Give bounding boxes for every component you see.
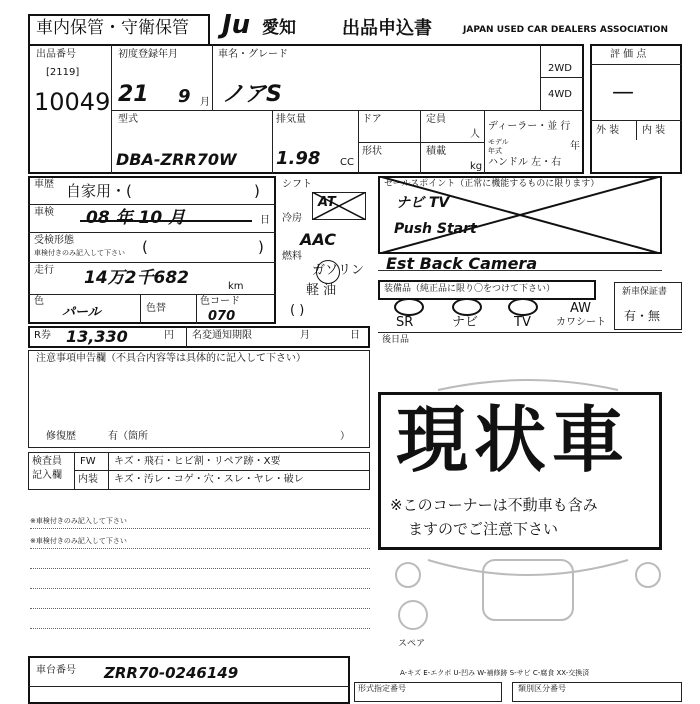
shift-label: シフト xyxy=(282,179,312,190)
model-label: 車名・グレード xyxy=(218,49,288,60)
drive-4wd: 4WD xyxy=(548,89,572,100)
car-diagram xyxy=(378,350,678,640)
receipt-label: 受検形態 xyxy=(34,235,74,246)
person-unit: 人 xyxy=(470,129,480,140)
repair-label: 修復歴 xyxy=(46,431,76,442)
color-value: パール xyxy=(62,305,101,320)
stamp-note-2: ますのでご注意下さい xyxy=(408,520,559,538)
warranty-label: 新車保証書 xyxy=(622,287,668,297)
stamp-note-1: ※このコーナーは不動車も含み xyxy=(390,496,598,514)
selling-point-1: ナビ TV xyxy=(396,195,450,211)
warranty-value: 有・無 xyxy=(624,309,661,323)
kg-unit: kg xyxy=(470,161,483,172)
model-value: ノアS xyxy=(222,82,282,107)
ac-value: AAC xyxy=(300,230,337,249)
cc-unit: CC xyxy=(340,157,354,168)
chassis-value: ZRR70-0246149 xyxy=(104,664,239,682)
mileage-label: 走行 xyxy=(34,265,54,276)
color-label: 色 xyxy=(34,296,44,307)
logo-city: 愛知 xyxy=(262,18,296,38)
fw-label: FW xyxy=(80,456,96,467)
notes-label: 注意事項申告欄（不具合内容等は具体的に記入して下さい） xyxy=(36,353,306,364)
form-title: 出品申込書 xyxy=(342,18,432,39)
insp-note-2: ※車検付きのみ記入して下さい xyxy=(30,537,127,545)
category-close: ) xyxy=(254,182,260,200)
day-label: 日 xyxy=(350,330,360,341)
equip-navi: ナビ xyxy=(452,315,479,330)
dealer-label: ディーラー・並 行 xyxy=(488,121,571,132)
km-unit: km xyxy=(228,281,244,292)
load-label: 積載 xyxy=(426,146,446,157)
lot-label: 出品番号 xyxy=(36,49,76,60)
yen-unit: 円 xyxy=(164,330,174,341)
door-label: ドア xyxy=(362,114,382,125)
notes-box xyxy=(28,350,370,448)
reg-month-unit: 月 xyxy=(200,97,210,108)
interior-label: 内 装 xyxy=(642,125,666,136)
inspection-suffix: 日 xyxy=(260,215,270,226)
name-change-label: 名変通知期限 xyxy=(192,330,252,341)
equip-tv: TV xyxy=(514,315,531,330)
lot-bracket: [2119] xyxy=(46,67,80,78)
inspection-value: 08 年 10 月 xyxy=(86,208,186,228)
chassis-label: 車台番号 xyxy=(36,665,76,676)
spare-label: スペア xyxy=(398,639,426,649)
shape-label: 形状 xyxy=(362,146,382,157)
spec-label: 形式指定番号 xyxy=(358,684,406,693)
receipt-open: ( xyxy=(142,238,148,256)
displacement-value: 1.98 xyxy=(276,148,321,169)
equip-aw: AW xyxy=(570,301,592,316)
selling-point-2: Push Start xyxy=(394,221,477,237)
receipt-close: ) xyxy=(258,238,264,256)
rating-value: — xyxy=(612,80,634,105)
selling-points-label: セールスポイント（正常に機能するものに限ります） xyxy=(384,179,600,189)
handle-label: ハンドル 左・右 xyxy=(488,157,562,168)
type-label: 型式 xyxy=(118,114,138,125)
equip-sr: SR xyxy=(396,315,414,330)
fuel-label: 燃料 xyxy=(282,251,302,262)
model-year-label: モデル 年式 xyxy=(488,138,509,155)
mileage-value: 14万2千682 xyxy=(84,268,189,288)
fuel-gasoline: ガソリン xyxy=(312,263,365,278)
association-name: JAPAN USED CAR DEALERS ASSOCIATION xyxy=(463,25,668,35)
reg-year: 21 xyxy=(118,82,149,107)
navi-circle xyxy=(452,298,482,316)
exterior-label: 外 装 xyxy=(596,125,620,136)
equip-aw-sub: カワシート xyxy=(556,317,606,328)
interior-insp-label: 内装 xyxy=(78,474,98,485)
stamp-text: 現状車 xyxy=(396,398,631,482)
category-label: 車歴 xyxy=(34,179,54,190)
color-code-label: 色コード xyxy=(200,296,240,307)
legend: A-キズ E-エクボ U-凹み W-補修跡 S-サビ C-腐食 XX-交換済 xyxy=(400,669,590,677)
class-label: 類別区分番号 xyxy=(518,684,566,693)
repair-close: ） xyxy=(340,431,350,442)
recycle-label: R券 xyxy=(34,330,51,341)
category-value: 自家用・( xyxy=(66,182,132,200)
ac-label: 冷房 xyxy=(282,213,302,224)
month-label: 月 xyxy=(300,330,310,341)
type-value: DBA-ZRR70W xyxy=(116,150,237,169)
reg-label: 初度登録年月 xyxy=(118,49,178,60)
fuel-diesel: 軽 油 xyxy=(306,283,337,298)
fuel-paren: ( ) xyxy=(290,303,305,318)
fuel-circle xyxy=(316,260,340,284)
repaint-label: 色替 xyxy=(146,303,166,314)
displacement-label: 排気量 xyxy=(276,114,306,125)
capacity-label: 定員 xyxy=(426,114,446,125)
rating-label: 評 価 点 xyxy=(610,49,647,60)
storage-label: 車内保管・守衛保管 xyxy=(36,18,189,38)
inspection-strike xyxy=(80,220,252,222)
reg-month: 9 xyxy=(178,86,191,107)
tv-circle xyxy=(508,298,538,316)
shift-value: AT xyxy=(318,195,336,210)
inspection-label: 車検 xyxy=(34,207,54,218)
recycle-value: 13,330 xyxy=(66,327,128,346)
receipt-note: 車検付きのみ記入して下さい xyxy=(34,249,125,257)
repair-value: 有（箇所 xyxy=(108,431,148,442)
interior-insp-text: キズ・汚レ・コゲ・穴・スレ・ヤレ・破レ xyxy=(114,474,304,485)
year-unit: 年 xyxy=(570,141,580,152)
selling-point-3: Est Back Camera xyxy=(386,254,538,273)
fw-text: キズ・飛石・ヒビ割・リペア跡・X要 xyxy=(114,456,281,467)
insp-note-1: ※車検付きのみ記入して下さい xyxy=(30,517,127,525)
inspector-label: 検査員 記入欄 xyxy=(32,456,62,481)
sr-circle xyxy=(394,298,424,316)
color-code-value: 070 xyxy=(208,309,236,324)
lot-number: 10049 xyxy=(34,88,111,116)
posterior-label: 後日品 xyxy=(382,335,410,345)
logo: Ju xyxy=(222,10,251,40)
drive-2wd: 2WD xyxy=(548,63,572,74)
equipment-label: 装備品（純正品に限り〇をつけて下さい） xyxy=(384,284,556,294)
